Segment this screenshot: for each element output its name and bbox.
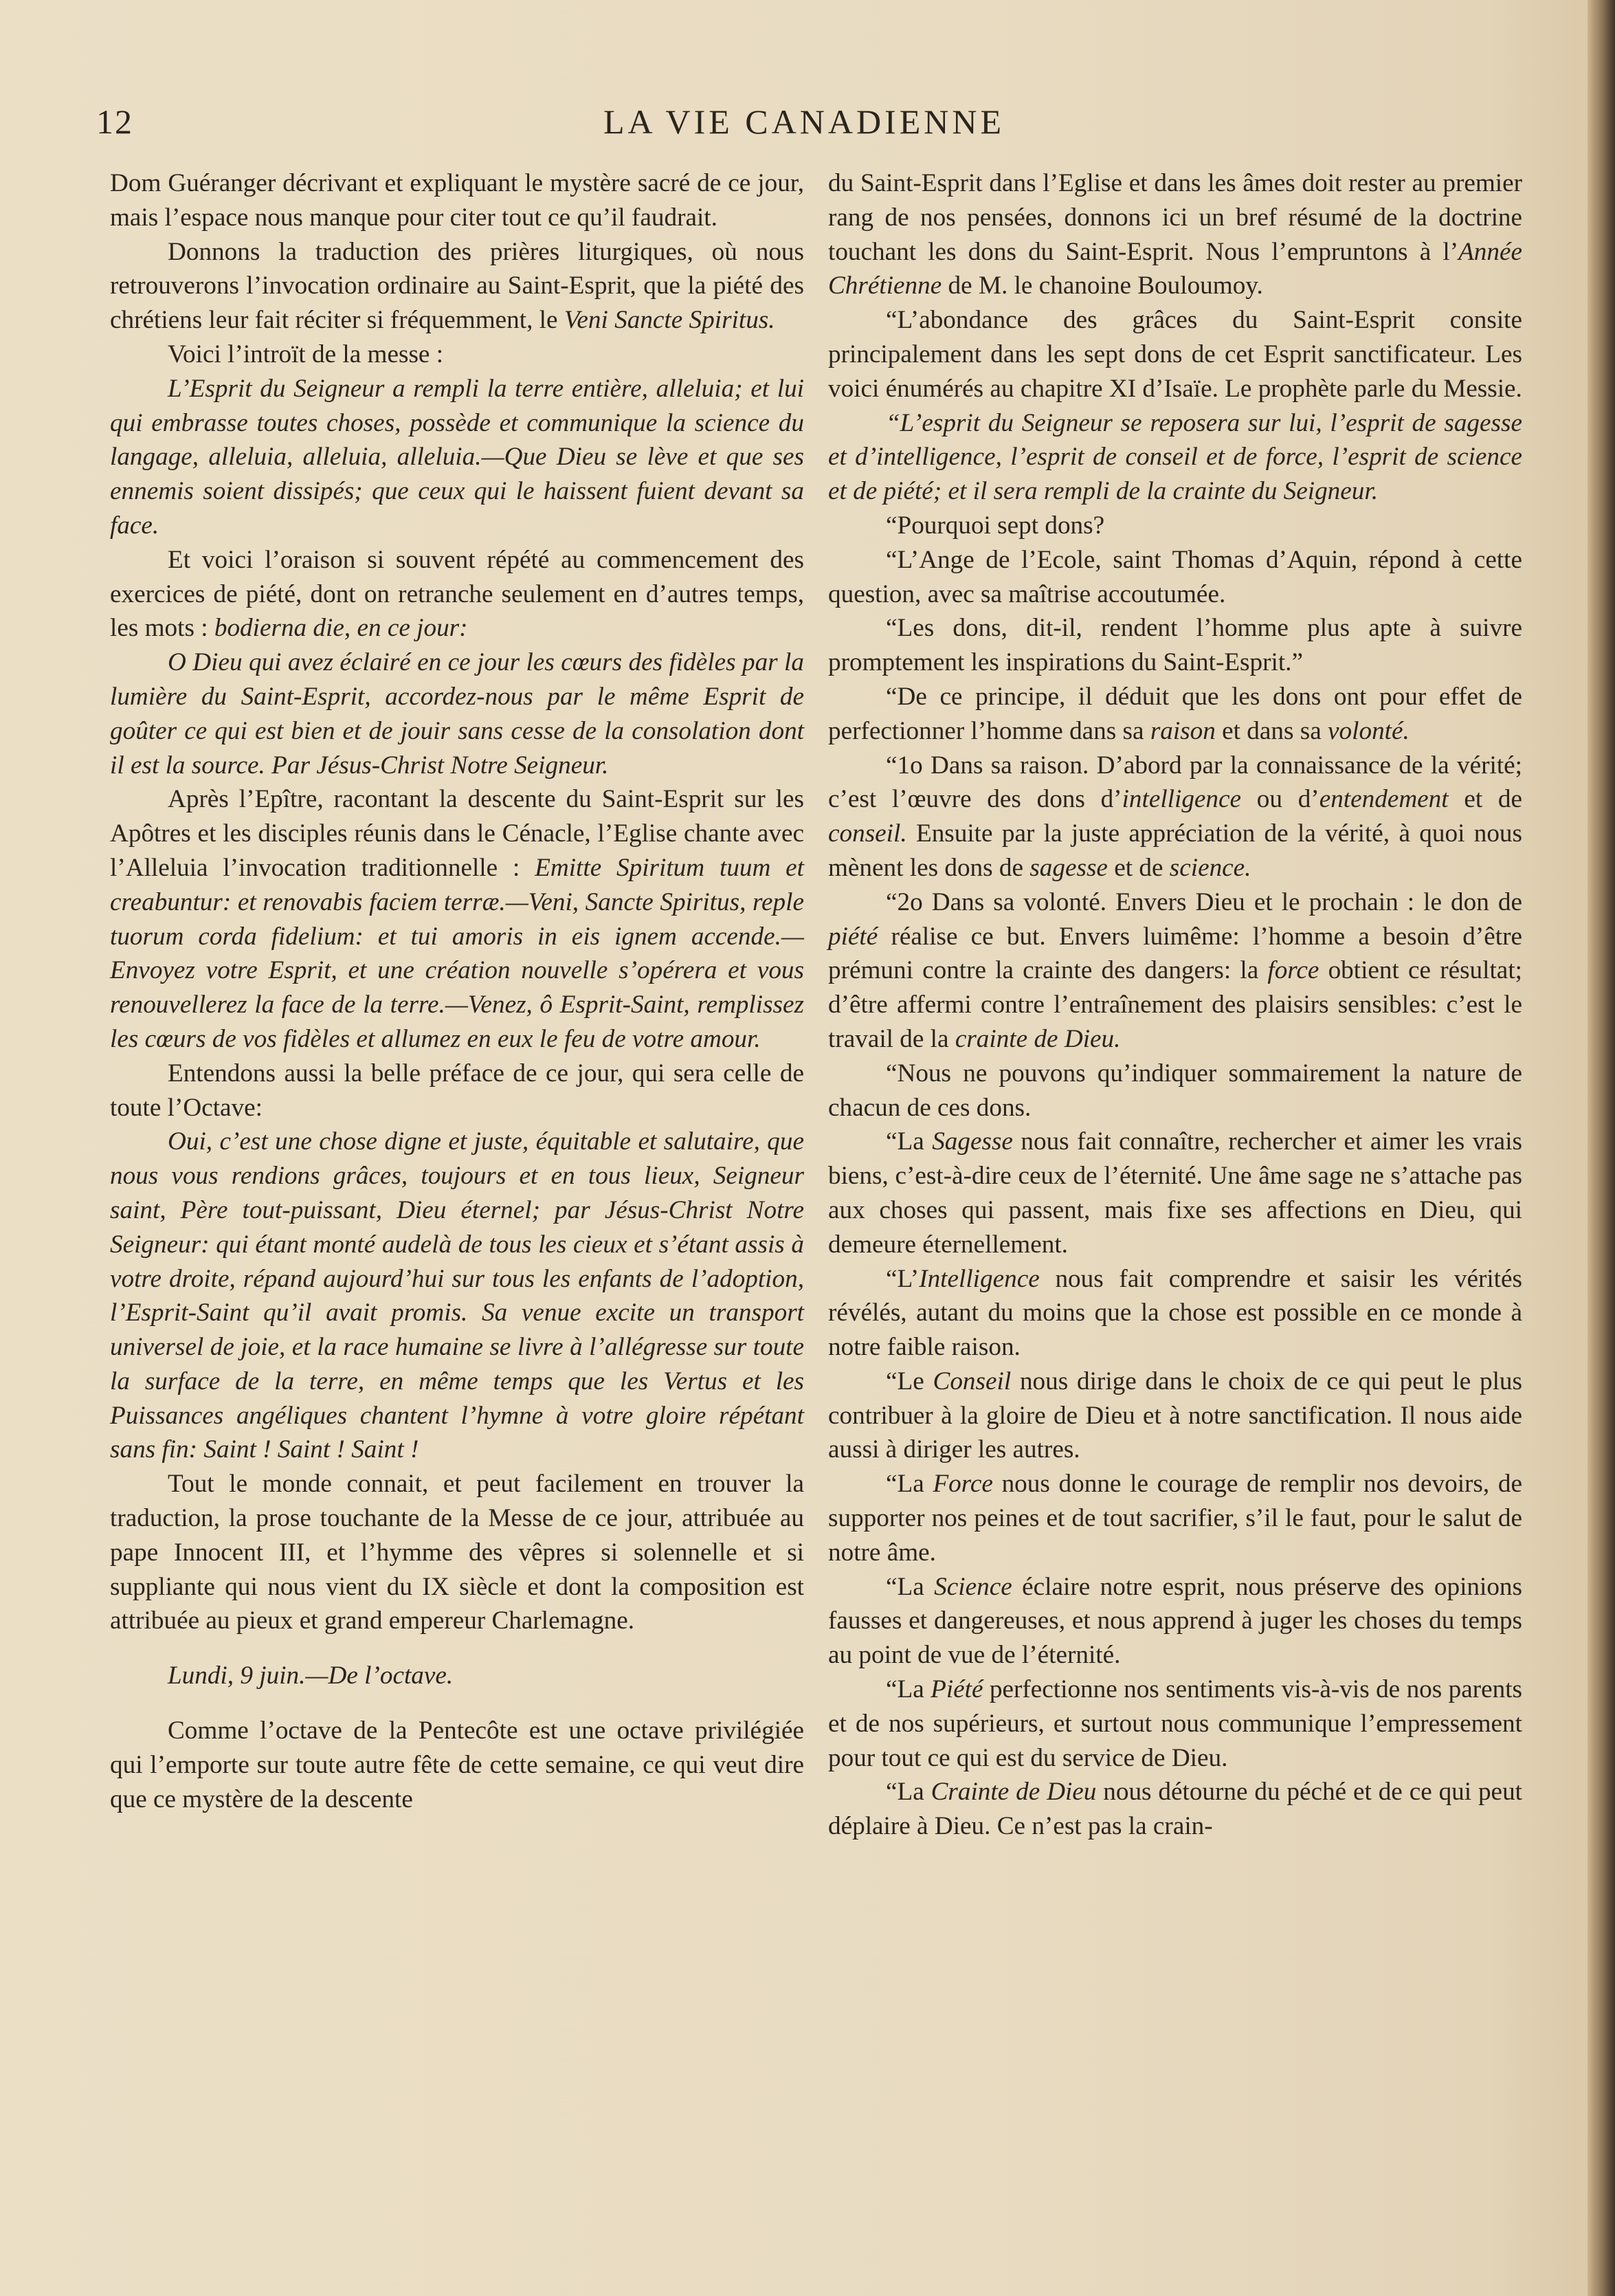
dateline: Lundi, 9 juin.—De l’octave. [168,1662,454,1690]
paragraph: “Nous ne pouvons qu’indiquer sommairement la nature de chacun de ces dons. [828,1059,1522,1122]
paragraph: “L’Ange de l’Ecole, saint Thomas d’Aquin, répond à cette question, avec sa maîtrise accoutumée. [828,545,1522,608]
paragraph: “La Piété perfectionne nos sentiments vis-à-vis de nos parents et de nos supérieurs, et surtout nous communique l’empressement pour tout ce qui est du service de Dieu. [828,1675,1523,1772]
introit-text: L’Esprit du Seigneur a rempli la terre entière, alleluia; et lui qui embrasse toutes choses, possède et communique la science du langage, alleluia, alleluia, alleluia.—Que Dieu se lève et que ses ennemis soient dissipés; que ceux qui le haissent fuient devant sa face. [110,374,804,540]
paragraph: “La Sagesse nous fait connaître, rechercher et aimer les vrais biens, c’est-à-dire ceux de l’éternité. Une âme sage ne s’attache pas aux choses qui passent, mais fixe ses affections en Dieu, qui demeure éternellement. [828,1127,1522,1259]
isaiah-quote: “L’esprit du Seigneur se reposera sur lui, l’esprit de sagesse et d’intelligence, l’esprit de conseil et de force, l’esprit de science et de piété; et il sera rempli de la crainte du Seigneur. [828,408,1522,506]
paragraph: Dom Guéranger décrivant et expliquant le mystère sacré de ce jour, mais l’espace nous manque pour citer tout ce qu’il faudrait. [110,169,804,232]
paragraph: “Le Conseil nous dirige dans le choix de ce qui peut le plus contribuer à la gloire de Dieu et à notre sanctification. Il nous aide aussi à diriger les autres. [828,1367,1522,1464]
paragraph: Voici l’introït de la messe : [168,340,444,368]
paragraph: du Saint-Esprit dans l’Eglise et dans les âmes doit rester au premier rang de nos pensées, donnons ici un bref résumé de la doctrine touchant les dons du Saint-Esprit. Nous l’empruntons à l’Année Chrétienne de M. le chanoine Bouloumoy. [828,169,1522,300]
paragraph: Après l’Epître, racontant la descente du Saint-Esprit sur les Apôtres et les disciples réunis dans le Cénacle, l’Eglise chante avec l’Alleluia l’invocation traditionnelle : Emitte Spiritum tuum et creabuntur: et renovabis faciem terræ.—Veni, Sancte Spiritus, reple tuorum corda fidelium: et tui amoris in eis ignem accende.—Envoyez votre Esprit, et une création nouvelle s’opérera et vous renouvellerez la face de la terre.—Venez, ô Esprit-Saint, remplissez les cœurs de vos fidèles et allumez en eux le feu de votre amour. [110,785,805,1053]
paragraph: Et voici l’oraison si souvent répété au commencement des exercices de piété, dont on retranche seulement en d’autres temps, les mots : bodierna die, en ce jour: [110,545,804,643]
paragraph: Tout le monde connait, et peut facilement en trouver la traduction, la prose touchante de la Messe de ce jour, attribuée au pape Innocent III, et l’hymme des vêpres si solennelle et si suppliante qui nous vient du IX siècle et dont la composition est attribuée au pieux et grand empereur Charlemagne. [110,1470,804,1635]
paragraph: “1o Dans sa raison. D’abord par la connaissance de la vérité; c’est l’œuvre des dons d’intelligence ou d’entendement et de conseil. Ensuite par la juste appréciation de la vérité, à quoi nous mènent les dons de sagesse et de science. [828,751,1523,882]
paragraph: Donnons la traduction des prières liturgiques, où nous retrouverons l’invocation ordinaire au Saint-Esprit, que la piété des chrétiens leur fait réciter si fréquemment, le Veni Sancte Spiritus. [110,237,804,335]
paragraph: “L’Intelligence nous fait comprendre et saisir les vérités révélés, autant du moins que la chose est possible en ce monde à notre faible raison. [828,1264,1522,1362]
page-number: 12 [96,102,133,141]
page-header [96,96,1512,151]
right-column [828,166,1522,1844]
left-column [110,166,804,1816]
paragraph: “2o Dans sa volonté. Envers Dieu et le prochain : le don de piété réalise ce but. Envers luimême: l’homme a besoin d’être prémuni contre la crainte des dangers: la force obtient ce résultat; d’être affermi contre l’entraînement des plaisirs sensibles: c’est le travail de la crainte de Dieu. [828,887,1522,1053]
page-binding-edge [1588,0,1615,2296]
paragraph: “La Science éclaire notre esprit, nous préserve des opinions fausses et dangereuses, et nous apprend à juger les choses du temps au point de vue de l’éternité. [828,1572,1522,1670]
preface-text: Oui, c’est une chose digne et juste, équitable et salutaire, que nous vous rendions grâces, toujours et en tous lieux, Seigneur saint, Père tout-puissant, Dieu éternel; par Jésus-Christ Notre Seigneur: qui étant monté audelà de tous les cieux et s’étant assis à votre droite, répand aujourd’hui sur tous les enfants de l’adoption, l’Esprit-Saint qu’il avait promis. Sa venue excite un transport universel de joie, et la race humaine se livre à l’allégresse sur toute la surface de la terre, en même temps que les Vertus et les Puissances angéliques chantent l’hymne à votre gloire répétant sans fin: Saint ! Saint ! Saint ! [110,1127,804,1464]
paragraph: Comme l’octave de la Pentecôte est une octave privilégiée qui l’emporte sur toute autre fête de cette semaine, ce qui veut dire que ce mystère de la descente [110,1717,804,1813]
oraison-text: O Dieu qui avez éclairé en ce jour les cœurs des fidèles par la lumière du Saint-Esprit, accordez-nous par le même Esprit de goûter ce qui est bien et de jouir sans cesse de la consolation dont il est la source. Par Jésus-Christ Notre Seigneur. [110,648,804,780]
paragraph: “Pourquoi sept dons? [886,511,1105,540]
paragraph: “L’abondance des grâces du Saint-Esprit consite principalement dans les sept dons de cet Esprit sanctificateur. Les voici énumérés au chapitre XI d’Isaïe. Le prophète parle du Messie. [828,306,1522,403]
paragraph: “La Force nous donne le courage de remplir nos devoirs, de supporter nos peines et de tout sacrifier, s’il le faut, pour le salut de notre âme. [828,1470,1522,1567]
running-title: LA VIE CANADIENNE [603,102,1005,141]
paragraph: “De ce principe, il déduit que les dons ont pour effet de perfectionner l’homme dans sa raison et dans sa volonté. [828,682,1522,745]
paragraph: “Les dons, dit-il, rendent l’homme plus apte à suivre promptement les inspirations du Saint-Esprit.” [828,614,1522,677]
paragraph: Entendons aussi la belle préface de ce jour, qui sera celle de toute l’Octave: [110,1059,804,1122]
paragraph: “La Crainte de Dieu nous détourne du péché et de ce qui peut déplaire à Dieu. Ce n’est pas la crain- [828,1778,1522,1841]
